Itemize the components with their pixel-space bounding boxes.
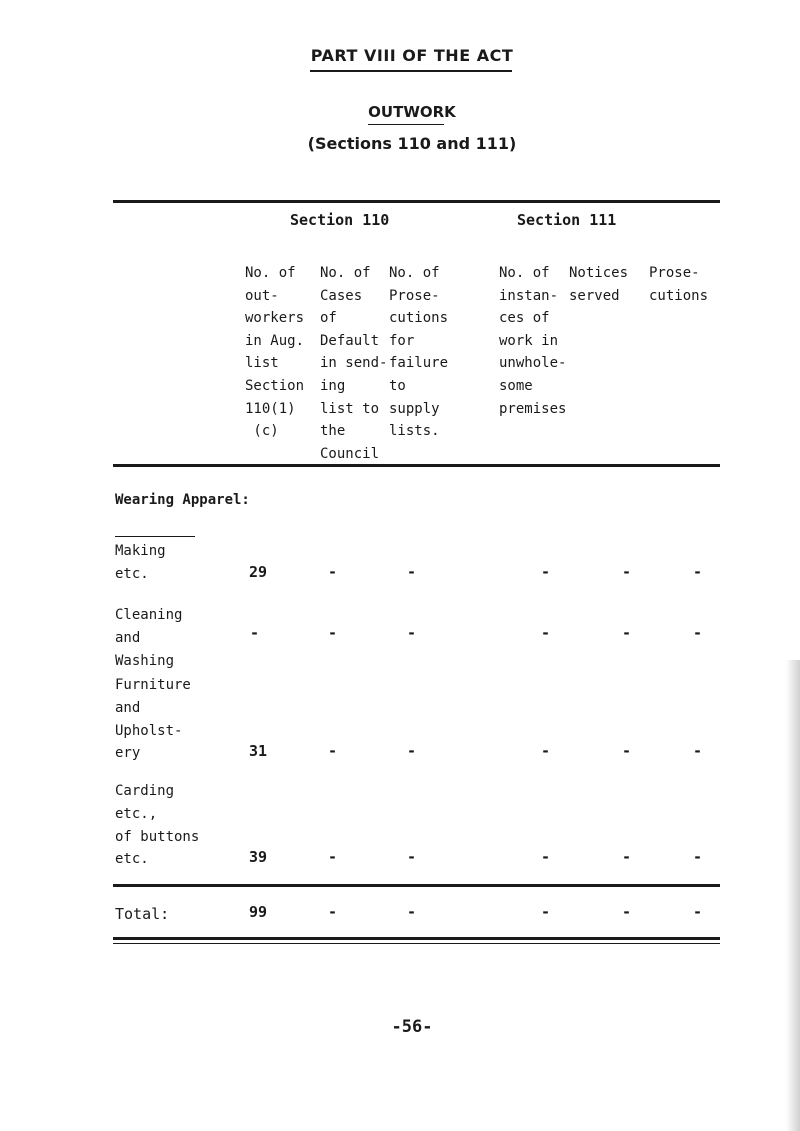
table-cell: - — [693, 563, 703, 581]
row-label-making: Making etc. — [115, 543, 166, 582]
table-cell: - — [328, 563, 338, 581]
total-cell: - — [407, 903, 417, 921]
group-heading-underline — [115, 536, 195, 537]
table-cell: - — [622, 563, 632, 581]
table-cell: - — [407, 848, 417, 866]
sections-note: (Sections 110 and 111) — [307, 134, 517, 153]
table-cell: - — [622, 624, 632, 642]
title-underline — [310, 70, 512, 72]
table-cell: - — [622, 742, 632, 760]
page-title: PART VIII OF THE ACT — [310, 46, 514, 65]
table-cell: - — [328, 848, 338, 866]
table-cell: - — [622, 848, 632, 866]
scan-edge-shadow — [786, 660, 800, 1131]
table-cell: - — [328, 624, 338, 642]
section-111-label: Section 111 — [517, 211, 617, 229]
column-header-prosecutions: Prose- cutions — [649, 265, 709, 304]
total-cell: - — [622, 903, 632, 921]
column-header-unwholesome-premises: No. of instan- ces of work in unwhole- some premises — [499, 265, 567, 417]
column-header-cases-default: No. of Cases of Default in send- ing list to the Council — [320, 265, 388, 462]
section-110-label: Section 110 — [290, 211, 390, 229]
group-heading-text: Wearing Apparel: — [115, 492, 250, 508]
table-cell: - — [541, 563, 551, 581]
group-heading — [115, 489, 250, 511]
table-cell: 39 — [249, 848, 268, 866]
column-header-notices-served: Notices served — [569, 265, 629, 304]
table-cell: - — [693, 624, 703, 642]
table-cell: - — [693, 742, 703, 760]
table-cell: - — [407, 563, 417, 581]
header-bottom-rule — [113, 464, 720, 467]
total-label: Total: — [115, 905, 170, 923]
table-bottom-rule-inner — [113, 943, 720, 944]
row-label-carding: Carding etc., of buttons etc. — [115, 783, 200, 868]
table-cell: - — [328, 742, 338, 760]
table-cell: - — [541, 624, 551, 642]
row-label-cleaning: Cleaning and Washing — [115, 607, 183, 669]
table-cell: - — [541, 742, 551, 760]
page-number: -56- — [391, 1017, 433, 1037]
total-cell: 99 — [249, 903, 268, 921]
total-top-rule — [113, 884, 720, 887]
total-cell: - — [693, 903, 703, 921]
table-cell: - — [250, 624, 260, 642]
subtitle-underline — [368, 124, 444, 125]
table-cell: - — [541, 848, 551, 866]
table-cell: - — [407, 742, 417, 760]
table-cell: - — [693, 848, 703, 866]
table-cell: 31 — [249, 742, 268, 760]
total-cell: - — [541, 903, 551, 921]
column-header-prosecutions-lists: No. of Prose- cutions for failure to supply lists. — [389, 265, 449, 440]
table-bottom-rule — [113, 937, 720, 940]
total-cell: - — [328, 903, 338, 921]
table-cell: 29 — [249, 563, 268, 581]
page-subtitle: OUTWORK — [368, 103, 456, 121]
column-header-outworkers: No. of out- workers in Aug. list Section 110(1) (c) — [245, 265, 305, 440]
row-label-furniture: Furniture and Upholst- ery — [115, 677, 191, 762]
table-top-rule — [113, 200, 720, 203]
table-cell: - — [407, 624, 417, 642]
